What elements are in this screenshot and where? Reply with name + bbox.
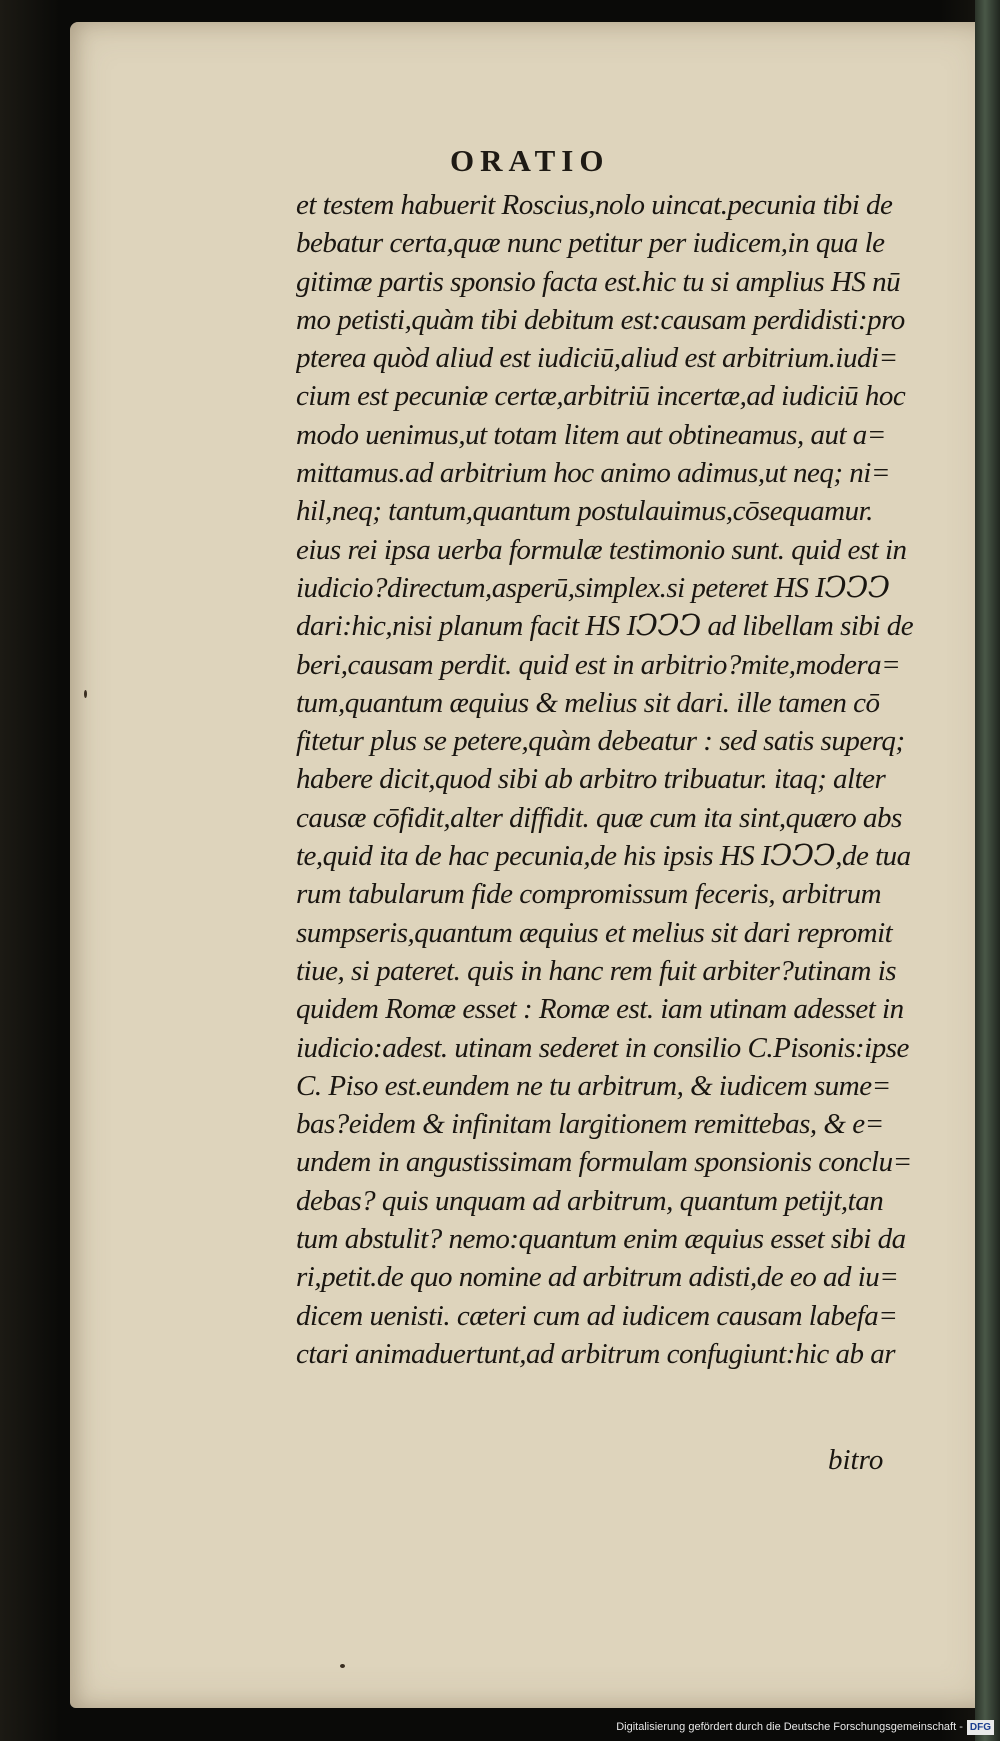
ink-mark [84,690,87,698]
text-line: mittamus.ad arbitrium hoc animo adimus,ut neq; ni= [296,457,890,490]
text-line: tum abstulit? nemo:quantum enim æquius esset sibi da [296,1223,906,1256]
text-line: bas?eidem & infinitam largitionem remittebas, & e= [296,1108,884,1141]
text-line: gitimæ partis sponsio facta est.hic tu si amplius HS nū [296,265,901,298]
text-line: ctari animaduertunt,ad arbitrum confugiunt:hic ab ar [296,1337,896,1370]
text-line: debas? quis unquam ad arbitrum, quantum petijt,tan [296,1184,884,1217]
catchword: bitro [828,1444,884,1476]
text-line: et testem habuerit Roscius,nolo uincat.pecunia tibi de [296,189,893,221]
text-line: sumpseris,quantum æquius et melius sit dari repromit [296,916,893,949]
digitization-credit [616,1717,994,1737]
text-line: iudicio:adest. utinam sederet in consilio C.Pisonis:ipse [296,1031,909,1064]
text-line: dicem uenisti. cæteri cum ad iudicem causam labefa= [296,1299,898,1332]
text-line: mo petisti,quàm tibi debitum est:causam perdidisti:pro [296,303,905,336]
text-line: C. Piso est.eundem ne tu arbitrum, & iudicem sume= [296,1069,891,1102]
text-line: beri,causam perdit. quid est in arbitrio?mite,modera= [296,648,901,681]
text-line: habere dicit,quod sibi ab arbitro tribuatur. itaq; alter [296,763,886,796]
text-line: hil,neq; tantum,quantum postulauimus,cōsequamur. [296,495,873,528]
text-line: bebatur certa,quæ nunc petitur per iudicem,in qua le [296,227,885,260]
text-line: iudicio?directum,asperū,simplex.si peteret HS IↃↃↃ [296,571,890,604]
text-line: tiue, si pateret. quis in hanc rem fuit arbiter?utinam is [296,954,897,987]
text-line: undem in angustissimam formulam sponsionis conclu= [296,1146,912,1179]
text-line: te,quid ita de hac pecunia,de his ipsis HS IↃↃↃ,de tua [296,840,911,873]
credit-text: Digitalisierung gefördert durch die Deutsche Forschungsgemeinschaft - [616,1721,963,1733]
text-line: eius rei ipsa uerba formulæ testimonio sunt. quid est in [296,533,907,566]
text-line: dari:hic,nisi planum facit HS IↃↃↃ ad libellam sibi de [296,610,914,643]
body-text [296,186,946,1373]
text-line: modo uenimus,ut totam litem aut obtineamus, aut a= [296,418,886,451]
running-head: ORATIO [450,143,610,178]
text-line: ri,petit.de quo nomine ad arbitrum adisti,de eo ad iu= [296,1261,899,1294]
text-line: causæ cōfidit,alter diffidit. quæ cum ita sint,quæro abs [296,801,902,834]
text-line: fitetur plus se petere,quàm debeatur : sed satis superq; [296,725,905,758]
text-line: rum tabularum fide compromissum feceris, arbitrum [296,878,882,911]
text-line: cium est pecuniæ certæ,arbitriū incertæ,ad iudiciū hoc [296,380,906,413]
ink-mark [340,1664,345,1668]
text-line: tum,quantum æquius & melius sit dari. ille tamen cō [296,686,880,719]
book-spine [975,0,1000,1741]
text-line: pterea quòd aliud est iudiciū,aliud est arbitrium.iudi= [296,342,898,375]
dfg-logo: DFG [967,1720,994,1735]
text-line: quidem Romæ esset : Romæ est. iam utinam adesset in [296,993,904,1026]
